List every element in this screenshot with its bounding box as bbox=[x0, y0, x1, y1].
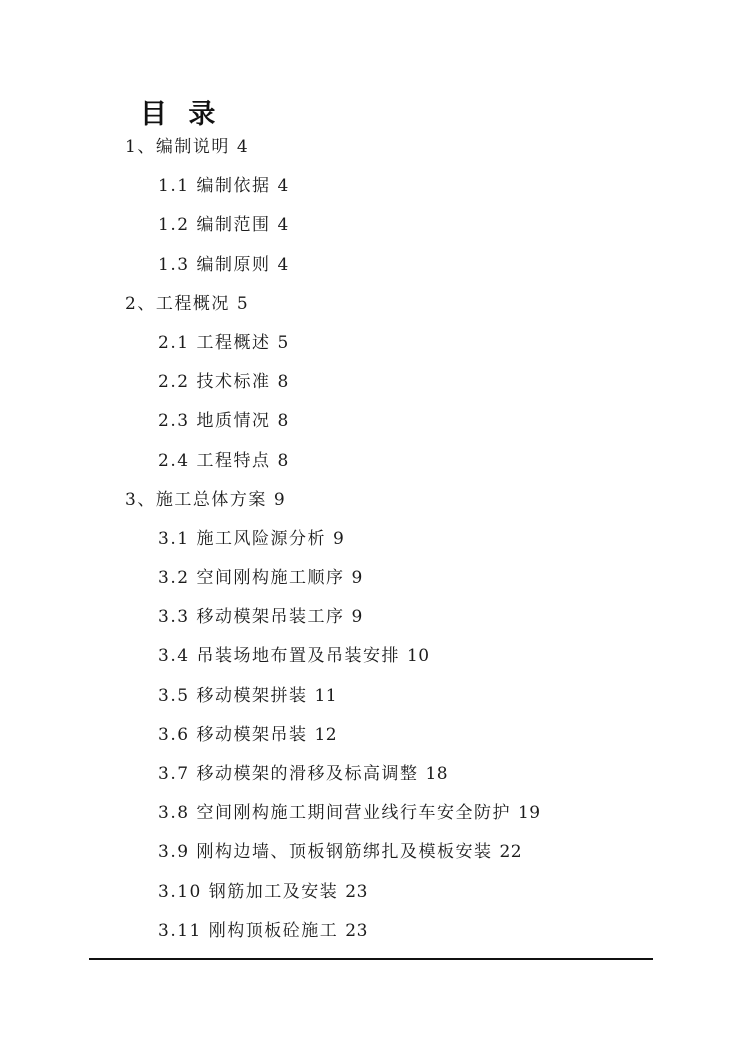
toc-entry-page: 9 bbox=[351, 607, 363, 628]
toc-entry-page: 4 bbox=[277, 254, 289, 275]
toc-entry-page: 23 bbox=[345, 920, 368, 941]
toc-entry bbox=[0, 324, 744, 363]
toc-entry-page: 5 bbox=[277, 332, 289, 353]
toc-entry-page: 8 bbox=[277, 372, 289, 393]
toc-entry-label: 3.6 移动模架吊装 bbox=[158, 724, 308, 745]
toc-entry-page: 11 bbox=[314, 685, 338, 706]
toc-entry bbox=[0, 285, 744, 324]
toc-entry-page: 8 bbox=[277, 411, 289, 432]
toc-entry bbox=[0, 637, 744, 676]
toc-entry-label: 3.2 空间刚构施工顺序 bbox=[158, 568, 345, 589]
toc-entry bbox=[0, 598, 744, 637]
toc-entry-label: 3.10 钢筋加工及安装 bbox=[158, 881, 339, 902]
toc-entry-page: 23 bbox=[345, 881, 368, 902]
toc-entry bbox=[0, 128, 744, 167]
toc-entry-label: 1.3 编制原则 bbox=[158, 254, 271, 275]
toc-entry bbox=[0, 246, 744, 285]
toc-entry-label: 2.1 工程概述 bbox=[158, 332, 271, 353]
toc-entry-label: 3.4 吊装场地布置及吊装安排 bbox=[158, 646, 400, 667]
toc-entry-label: 3.3 移动模架吊装工序 bbox=[158, 607, 345, 628]
footer-separator-line bbox=[89, 958, 653, 960]
toc-entry-label: 1、编制说明 bbox=[125, 137, 230, 157]
page-title: 目 录 bbox=[140, 99, 222, 130]
table-of-contents bbox=[0, 128, 744, 951]
toc-entry-page: 4 bbox=[277, 215, 289, 236]
toc-entry-label: 3.5 移动模架拼装 bbox=[158, 685, 308, 706]
toc-entry bbox=[0, 520, 744, 559]
toc-entry bbox=[0, 559, 744, 598]
toc-entry-page: 9 bbox=[332, 528, 345, 549]
toc-entry-label: 3.1 施工风险源分析 bbox=[158, 528, 326, 549]
toc-entry-page: 22 bbox=[499, 842, 523, 863]
toc-entry bbox=[0, 167, 744, 206]
toc-entry bbox=[0, 833, 744, 872]
toc-entry-page: 5 bbox=[236, 293, 249, 314]
toc-entry-page: 9 bbox=[273, 489, 286, 510]
toc-entry bbox=[0, 716, 744, 755]
toc-entry-label: 1.1 编制依据 bbox=[158, 176, 271, 197]
toc-entry-label: 3、施工总体方案 bbox=[125, 489, 267, 510]
toc-entry-label: 2.2 技术标准 bbox=[158, 372, 271, 393]
toc-entry-page: 18 bbox=[425, 764, 449, 784]
toc-entry-label: 2.3 地质情况 bbox=[158, 411, 271, 432]
toc-entry-label: 2.4 工程特点 bbox=[158, 450, 271, 471]
toc-entry-page: 4 bbox=[236, 137, 249, 157]
toc-entry bbox=[0, 481, 744, 520]
toc-entry bbox=[0, 442, 744, 481]
toc-entry bbox=[0, 912, 744, 951]
toc-entry-page: 9 bbox=[351, 568, 363, 589]
toc-entry-label: 3.11 刚构顶板砼施工 bbox=[158, 920, 339, 941]
toc-entry bbox=[0, 755, 744, 794]
toc-entry-page: 4 bbox=[277, 176, 289, 197]
toc-entry bbox=[0, 873, 744, 912]
toc-entry bbox=[0, 794, 744, 833]
toc-entry bbox=[0, 402, 744, 441]
toc-entry-page: 8 bbox=[277, 450, 289, 471]
toc-entry-label: 3.9 刚构边墙、顶板钢筋绑扎及模板安装 bbox=[158, 842, 493, 863]
toc-entry bbox=[0, 363, 744, 402]
toc-entry-page: 12 bbox=[314, 724, 338, 745]
toc-entry bbox=[0, 206, 744, 245]
toc-entry bbox=[0, 677, 744, 716]
toc-entry-page: 19 bbox=[517, 803, 541, 824]
toc-entry-label: 3.7 移动模架的滑移及标高调整 bbox=[158, 764, 419, 784]
toc-entry-label: 1.2 编制范围 bbox=[158, 215, 271, 236]
toc-entry-label: 2、工程概况 bbox=[125, 293, 230, 314]
toc-entry-page: 10 bbox=[406, 646, 430, 667]
toc-entry-label: 3.8 空间刚构施工期间营业线行车安全防护 bbox=[158, 803, 511, 824]
